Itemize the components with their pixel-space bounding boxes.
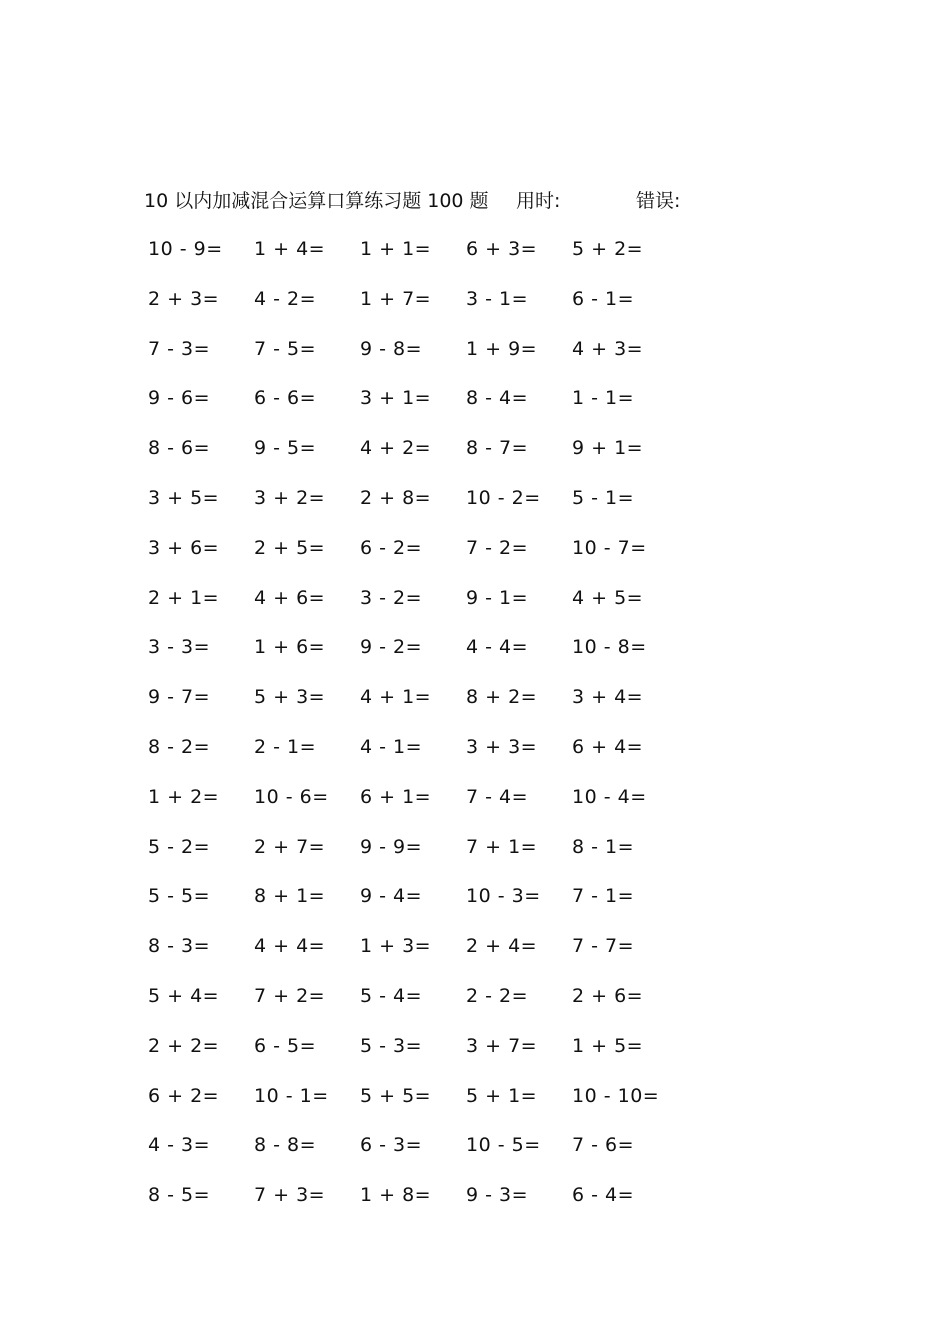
problem-row [148, 1180, 688, 1230]
problem-item: 10 - 4= [572, 785, 647, 808]
problem-item: 2 + 7= [254, 835, 326, 858]
problem-item: 9 + 1= [572, 437, 644, 460]
problem-row [148, 1130, 688, 1180]
problem-item: 10 - 2= [466, 486, 541, 509]
problem-grid [148, 234, 688, 1230]
problem-item: 6 - 3= [360, 1134, 423, 1157]
problem-item: 6 + 1= [360, 785, 432, 808]
problem-item: 9 - 1= [466, 586, 529, 609]
problem-item: 5 - 4= [360, 984, 423, 1007]
problem-item: 6 - 2= [360, 536, 423, 559]
problem-row [148, 732, 688, 782]
problem-item: 1 + 8= [360, 1184, 432, 1207]
problem-item: 1 + 3= [360, 935, 432, 958]
problem-item: 8 - 4= [466, 387, 529, 410]
problem-item: 9 - 2= [360, 636, 423, 659]
problem-row [148, 1081, 688, 1131]
problem-item: 9 - 3= [466, 1184, 529, 1207]
problem-item: 7 - 4= [466, 785, 529, 808]
problem-item: 4 + 2= [360, 437, 432, 460]
problem-item: 1 + 2= [148, 785, 220, 808]
problem-item: 6 + 4= [572, 735, 644, 758]
problem-item: 5 + 3= [254, 686, 326, 709]
problem-item: 8 - 8= [254, 1134, 317, 1157]
problem-item: 9 - 4= [360, 885, 423, 908]
worksheet-title: 10 以内加减混合运算口算练习题 100 题 [144, 190, 489, 212]
problem-item: 5 - 5= [148, 885, 211, 908]
problem-row [148, 881, 688, 931]
problem-item: 7 - 1= [572, 885, 635, 908]
problem-item: 6 - 1= [572, 287, 635, 310]
problem-row [148, 284, 688, 334]
problem-item: 9 - 5= [254, 437, 317, 460]
problem-item: 5 - 3= [360, 1034, 423, 1057]
problem-item: 3 + 2= [254, 486, 326, 509]
problem-row [148, 682, 688, 732]
errors-label: 错误: [636, 190, 681, 212]
problem-item: 7 - 6= [572, 1134, 635, 1157]
problem-item: 2 + 5= [254, 536, 326, 559]
problem-row [148, 1031, 688, 1081]
problem-row [148, 981, 688, 1031]
problem-item: 7 - 7= [572, 935, 635, 958]
problem-item: 1 + 9= [466, 337, 538, 360]
problem-item: 5 + 4= [148, 984, 220, 1007]
problem-item: 2 + 6= [572, 984, 644, 1007]
problem-item: 4 - 3= [148, 1134, 211, 1157]
problem-item: 7 - 3= [148, 337, 211, 360]
problem-item: 4 + 4= [254, 935, 326, 958]
problem-item: 3 - 1= [466, 287, 529, 310]
problem-item: 10 - 7= [572, 536, 647, 559]
problem-item: 2 + 1= [148, 586, 220, 609]
problem-item: 6 - 6= [254, 387, 317, 410]
problem-item: 5 + 1= [466, 1084, 538, 1107]
problem-item: 6 - 5= [254, 1034, 317, 1057]
problem-item: 10 - 1= [254, 1084, 329, 1107]
problem-item: 8 - 1= [572, 835, 635, 858]
problem-item: 3 - 2= [360, 586, 423, 609]
problem-item: 1 - 1= [572, 387, 635, 410]
problem-item: 7 + 2= [254, 984, 326, 1007]
problem-item: 2 + 4= [466, 935, 538, 958]
problem-item: 10 - 6= [254, 785, 329, 808]
problem-item: 6 + 2= [148, 1084, 220, 1107]
problem-row [148, 383, 688, 433]
problem-item: 10 - 10= [572, 1084, 660, 1107]
problem-item: 4 - 1= [360, 735, 423, 758]
problem-item: 5 - 1= [572, 486, 635, 509]
problem-row [148, 334, 688, 384]
problem-item: 1 + 6= [254, 636, 326, 659]
problem-item: 8 - 7= [466, 437, 529, 460]
problem-item: 10 - 9= [148, 238, 223, 260]
problem-item: 9 - 9= [360, 835, 423, 858]
problem-item: 5 - 2= [148, 835, 211, 858]
problem-item: 2 - 1= [254, 735, 317, 758]
problem-item: 6 + 3= [466, 238, 538, 260]
problem-item: 8 + 2= [466, 686, 538, 709]
problem-item: 1 + 1= [360, 238, 432, 260]
problem-item: 8 - 3= [148, 935, 211, 958]
problem-item: 10 - 5= [466, 1134, 541, 1157]
problem-item: 4 - 2= [254, 287, 317, 310]
problem-item: 7 - 2= [466, 536, 529, 559]
problem-row [148, 931, 688, 981]
problem-item: 5 + 5= [360, 1084, 432, 1107]
problem-item: 3 + 6= [148, 536, 220, 559]
problem-row [148, 234, 688, 284]
problem-row [148, 533, 688, 583]
problem-item: 8 - 2= [148, 735, 211, 758]
time-label: 用时: [516, 190, 561, 212]
problem-item: 4 + 5= [572, 586, 644, 609]
problem-item: 3 + 4= [572, 686, 644, 709]
problem-item: 9 - 8= [360, 337, 423, 360]
problem-item: 3 + 7= [466, 1034, 538, 1057]
problem-item: 7 + 3= [254, 1184, 326, 1207]
problem-row [148, 832, 688, 882]
problem-item: 2 - 2= [466, 984, 529, 1007]
problem-row [148, 433, 688, 483]
problem-item: 5 + 2= [572, 238, 644, 260]
problem-row [148, 483, 688, 533]
problem-item: 8 - 5= [148, 1184, 211, 1207]
problem-item: 7 + 1= [466, 835, 538, 858]
problem-item: 3 + 1= [360, 387, 432, 410]
problem-item: 6 - 4= [572, 1184, 635, 1207]
problem-item: 2 + 3= [148, 287, 220, 310]
problem-item: 4 - 4= [466, 636, 529, 659]
problem-item: 10 - 8= [572, 636, 647, 659]
problem-item: 3 - 3= [148, 636, 211, 659]
problem-item: 1 + 7= [360, 287, 432, 310]
problem-item: 8 + 1= [254, 885, 326, 908]
problem-row [148, 632, 688, 682]
problem-row [148, 583, 688, 633]
problem-item: 9 - 7= [148, 686, 211, 709]
problem-item: 4 + 3= [572, 337, 644, 360]
problem-item: 2 + 2= [148, 1034, 220, 1057]
problem-item: 1 + 5= [572, 1034, 644, 1057]
problem-item: 7 - 5= [254, 337, 317, 360]
problem-item: 1 + 4= [254, 238, 326, 260]
problem-item: 4 + 1= [360, 686, 432, 709]
problem-item: 2 + 8= [360, 486, 432, 509]
problem-item: 3 + 3= [466, 735, 538, 758]
problem-item: 8 - 6= [148, 437, 211, 460]
problem-row [148, 782, 688, 832]
problem-item: 3 + 5= [148, 486, 220, 509]
problem-item: 4 + 6= [254, 586, 326, 609]
problem-item: 9 - 6= [148, 387, 211, 410]
problem-item: 10 - 3= [466, 885, 541, 908]
